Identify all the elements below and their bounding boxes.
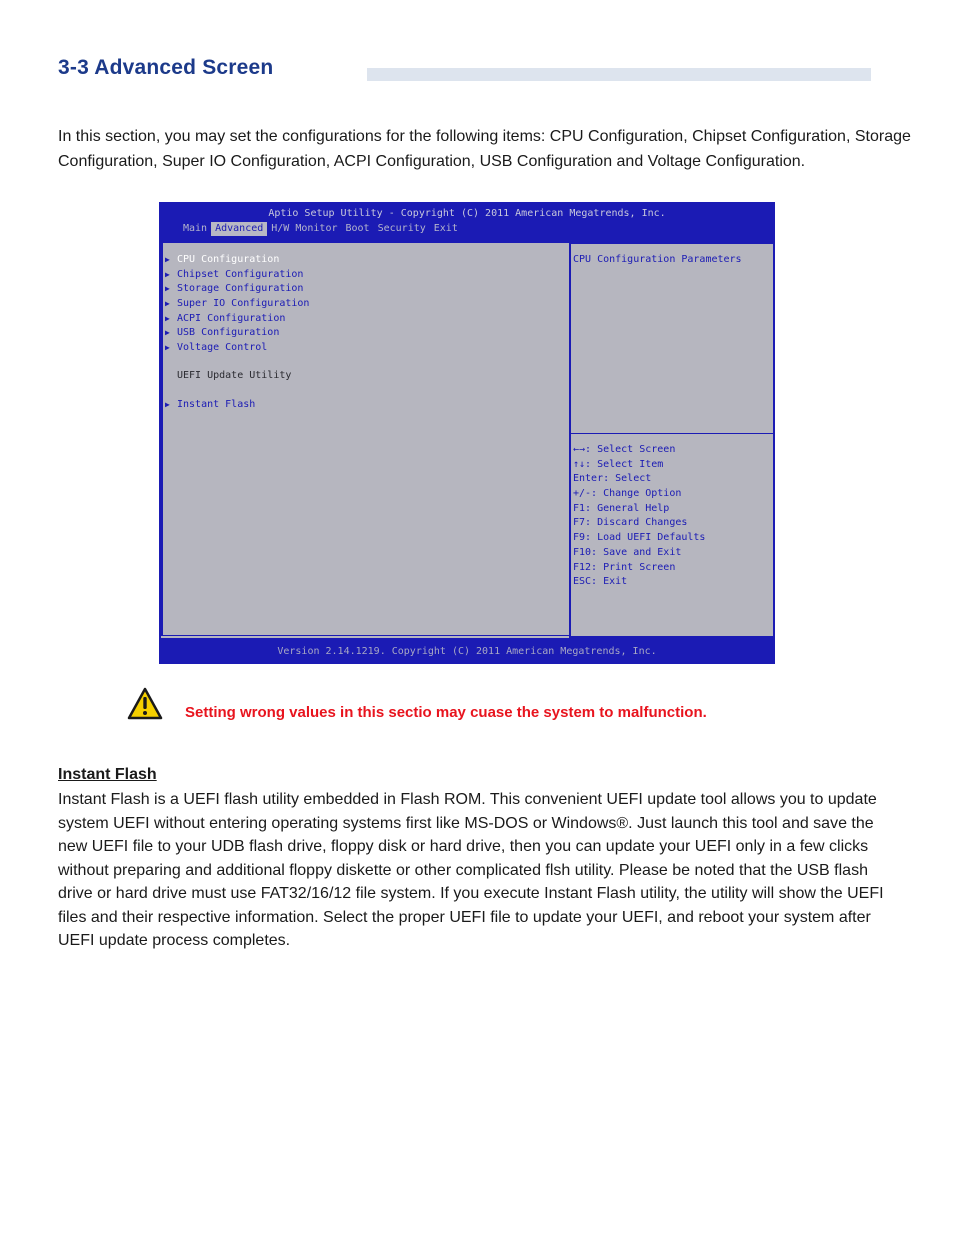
menu-item-label: USB Configuration xyxy=(177,327,280,339)
bios-help-panel xyxy=(569,242,775,638)
key-hint: F1: General Help xyxy=(573,502,670,514)
intro-paragraph: In this section, you may set the configurations for the following items: CPU Configuration, Chipset Configuration, Storage Configuration, Super IO Configuration, ACPI Configuration, USB Configuration and Voltage Configuration. xyxy=(58,128,911,170)
key-hint: ↑↓: Select Item xyxy=(573,458,664,470)
key-hint: F12: Print Screen xyxy=(573,561,676,573)
key-hint: Enter: Select xyxy=(573,473,652,485)
key-hint: ←→: Select Screen xyxy=(573,444,676,455)
warning-triangle-icon xyxy=(127,687,163,720)
menu-item-label: ACPI Configuration xyxy=(177,312,286,324)
key-hint: F9: Load UEFI Defaults xyxy=(573,532,706,544)
bios-tab-bar xyxy=(179,222,462,236)
bios-screenshot xyxy=(159,202,775,664)
arrow-right-icon: ▶ xyxy=(165,299,170,309)
tab-advanced[interactable]: Advanced xyxy=(211,222,267,236)
menu-item-label: Instant Flash xyxy=(177,399,256,410)
menu-item-label: Super IO Configuration xyxy=(177,298,310,310)
title-decoration-bar xyxy=(367,68,871,81)
menu-item-label: CPU Configuration xyxy=(177,254,280,265)
menu-item-usb-configuration[interactable] xyxy=(165,326,309,341)
menu-item-label: Storage Configuration xyxy=(177,283,304,295)
menu-item-cpu-configuration[interactable] xyxy=(165,253,309,268)
menu-item-label: Voltage Control xyxy=(177,342,268,354)
arrow-right-icon: ▶ xyxy=(165,400,170,409)
key-hint: +/-: Change Option xyxy=(573,488,682,500)
warning-text: Setting wrong values in this sectio may cuase the system to malfunction. xyxy=(185,704,707,721)
tab-main[interactable]: Main xyxy=(183,223,208,234)
key-legend xyxy=(573,443,705,590)
arrow-right-icon: ▶ xyxy=(165,269,170,279)
tab-exit[interactable]: Exit xyxy=(433,223,458,234)
tab-security[interactable]: Security xyxy=(377,223,426,234)
help-divider xyxy=(571,433,773,434)
section-title: 3-3 Advanced Screen xyxy=(58,56,274,79)
help-title: CPU Configuration Parameters xyxy=(573,254,742,265)
bios-footer: Version 2.14.1219. Copyright (C) 2011 American Megatrends, Inc. xyxy=(277,646,657,657)
instant-flash-heading: Instant Flash xyxy=(58,766,157,783)
menu-item-instant-flash[interactable] xyxy=(165,399,255,410)
menu-item-super-io-configuration[interactable] xyxy=(165,297,309,312)
menu-item-voltage-control[interactable] xyxy=(165,341,309,356)
bios-header xyxy=(159,202,775,242)
key-hint: F10: Save and Exit xyxy=(573,546,682,558)
bios-menu xyxy=(165,253,309,356)
uefi-update-utility-label: UEFI Update Utility xyxy=(177,370,292,381)
menu-item-acpi-configuration[interactable] xyxy=(165,312,309,327)
menu-item-storage-configuration[interactable] xyxy=(165,282,309,297)
arrow-right-icon: ▶ xyxy=(165,343,170,353)
arrow-right-icon: ▶ xyxy=(165,313,170,323)
arrow-right-icon: ▶ xyxy=(165,284,170,294)
instant-flash-paragraph: Instant Flash is a UEFI flash utility embedded in Flash ROM. This convenient UEFI update tool allows you to update system UEFI without entering operating systems first like MS-DOS or Windows®. Just launch this tool and save the new UEFI file to your UDB flash drive, floppy disk or hard drive, then you can update your UEFI only in a few clicks without preparing and additional floppy diskette or other complicated flsh utility. Please be noted that the USB flash drive or hard drive must use FAT32/16/12 file system. If you execute Instant Flash utility, the utility will show the UEFI files and their respective information. Select the proper UEFI file to update your UEFI, and reboot your system after UEFI update process completes. xyxy=(58,791,884,949)
bios-title: Aptio Setup Utility - Copyright (C) 2011 American Megatrends, Inc. xyxy=(268,208,666,219)
tab-boot[interactable]: Boot xyxy=(345,223,370,234)
tab-hw-monitor[interactable]: H/W Monitor xyxy=(271,223,338,234)
menu-item-chipset-configuration[interactable] xyxy=(165,268,309,283)
bios-menu-panel xyxy=(161,242,570,636)
arrow-right-icon: ▶ xyxy=(165,255,170,264)
key-hint: ESC: Exit xyxy=(573,576,628,588)
bios-body xyxy=(161,242,773,638)
arrow-right-icon: ▶ xyxy=(165,328,170,338)
menu-item-label: Chipset Configuration xyxy=(177,268,304,280)
key-hint: F7: Discard Changes xyxy=(573,517,688,529)
